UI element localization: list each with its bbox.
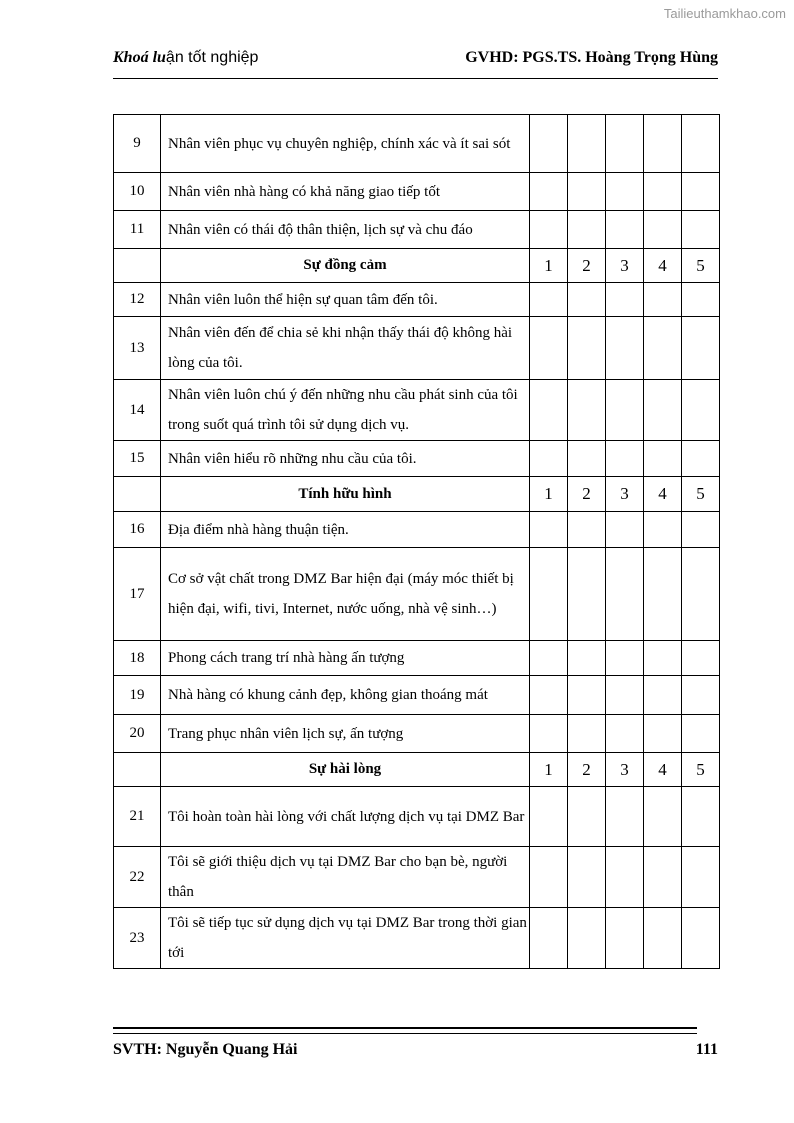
- item-statement: Tôi sẽ tiếp tục sử dụng dịch vụ tại DMZ Bar trong thời gian tới: [161, 908, 530, 969]
- rating-cell: [568, 283, 606, 317]
- item-number: 14: [114, 380, 161, 441]
- header-divider: [113, 78, 718, 79]
- item-number: 21: [114, 787, 161, 847]
- table-row: [114, 787, 720, 847]
- rating-cell: [682, 211, 720, 249]
- item-number: 22: [114, 847, 161, 908]
- item-number: 17: [114, 548, 161, 641]
- table-row: [114, 441, 720, 477]
- rating-cell: [606, 715, 644, 753]
- section-title: Tính hữu hình: [161, 477, 530, 512]
- rating-cell: [568, 676, 606, 715]
- rating-cell: [568, 380, 606, 441]
- scale-label: 4: [644, 477, 682, 512]
- table-row: [114, 676, 720, 715]
- rating-cell: [530, 115, 568, 173]
- section-header-row: [114, 249, 720, 283]
- item-statement: Nhân viên nhà hàng có khả năng giao tiếp tốt: [161, 173, 530, 211]
- item-statement: Nhân viên có thái độ thân thiện, lịch sự và chu đáo: [161, 211, 530, 249]
- rating-cell: [682, 847, 720, 908]
- table-row: [114, 173, 720, 211]
- item-statement: Nhân viên đến để chia sẻ khi nhận thấy thái độ không hài lòng của tôi.: [161, 317, 530, 380]
- item-number: 12: [114, 283, 161, 317]
- item-statement: Tôi sẽ giới thiệu dịch vụ tại DMZ Bar cho bạn bè, người thân: [161, 847, 530, 908]
- rating-cell: [682, 715, 720, 753]
- section-number-cell: [114, 249, 161, 283]
- rating-cell: [682, 173, 720, 211]
- rating-cell: [568, 715, 606, 753]
- header-thesis-title-italic: Khoá lu: [113, 49, 166, 66]
- rating-cell: [606, 380, 644, 441]
- header-advisor: GVHD: PGS.TS. Hoàng Trọng Hùng: [465, 49, 718, 66]
- rating-cell: [644, 211, 682, 249]
- rating-cell: [606, 908, 644, 969]
- rating-cell: [644, 676, 682, 715]
- rating-cell: [644, 641, 682, 676]
- table-row: [114, 908, 720, 969]
- rating-cell: [568, 317, 606, 380]
- item-statement: Trang phục nhân viên lịch sự, ấn tượng: [161, 715, 530, 753]
- item-number: 15: [114, 441, 161, 477]
- rating-cell: [682, 317, 720, 380]
- item-statement: Nhân viên luôn thể hiện sự quan tâm đến tôi.: [161, 283, 530, 317]
- scale-label: 3: [606, 477, 644, 512]
- scale-label: 2: [568, 477, 606, 512]
- table-row: [114, 548, 720, 641]
- page-number: 111: [695, 1041, 718, 1058]
- rating-cell: [606, 441, 644, 477]
- item-statement: Nhà hàng có khung cảnh đẹp, không gian thoáng mát: [161, 676, 530, 715]
- rating-cell: [606, 787, 644, 847]
- rating-cell: [530, 283, 568, 317]
- item-statement: Nhân viên phục vụ chuyên nghiệp, chính xác và ít sai sót: [161, 115, 530, 173]
- item-statement: Nhân viên hiểu rõ những nhu cầu của tôi.: [161, 441, 530, 477]
- item-number: 18: [114, 641, 161, 676]
- rating-cell: [606, 283, 644, 317]
- rating-cell: [606, 512, 644, 548]
- scale-label: 1: [530, 753, 568, 787]
- table-row: [114, 847, 720, 908]
- rating-cell: [568, 847, 606, 908]
- header-thesis-title-rest: ận tốt nghiệp: [165, 49, 259, 66]
- rating-cell: [568, 173, 606, 211]
- watermark: Tailieuthamkhao.com: [663, 6, 786, 21]
- item-statement: Cơ sở vật chất trong DMZ Bar hiện đại (máy móc thiết bị hiện đại, wifi, tivi, Internet, nước uống, nhà vệ sinh…): [161, 548, 530, 641]
- rating-cell: [530, 847, 568, 908]
- scale-label: 3: [606, 753, 644, 787]
- item-statement: Tôi hoàn toàn hài lòng với chất lượng dịch vụ tại DMZ Bar: [161, 787, 530, 847]
- rating-cell: [568, 548, 606, 641]
- rating-cell: [606, 676, 644, 715]
- rating-cell: [644, 380, 682, 441]
- rating-cell: [530, 441, 568, 477]
- rating-cell: [682, 787, 720, 847]
- rating-cell: [530, 548, 568, 641]
- scale-label: 4: [644, 249, 682, 283]
- rating-cell: [644, 548, 682, 641]
- footer-divider-thin: [113, 1033, 697, 1034]
- rating-cell: [530, 715, 568, 753]
- rating-cell: [530, 676, 568, 715]
- rating-cell: [568, 908, 606, 969]
- rating-cell: [568, 115, 606, 173]
- section-number-cell: [114, 477, 161, 512]
- rating-cell: [682, 908, 720, 969]
- footer-divider-thick: [113, 1027, 697, 1029]
- rating-cell: [606, 173, 644, 211]
- footer-author: SVTH: Nguyễn Quang Hải: [113, 1041, 298, 1058]
- header-thesis-title: [113, 49, 258, 67]
- table-row: [114, 715, 720, 753]
- section-title: Sự đồng cảm: [161, 249, 530, 283]
- rating-cell: [682, 512, 720, 548]
- rating-cell: [682, 115, 720, 173]
- scale-label: 2: [568, 249, 606, 283]
- item-number: 23: [114, 908, 161, 969]
- table-row: [114, 512, 720, 548]
- table-row: [114, 211, 720, 249]
- rating-cell: [644, 847, 682, 908]
- rating-cell: [606, 548, 644, 641]
- rating-cell: [682, 380, 720, 441]
- rating-cell: [568, 787, 606, 847]
- item-number: 11: [114, 211, 161, 249]
- rating-cell: [644, 441, 682, 477]
- rating-cell: [606, 641, 644, 676]
- rating-cell: [530, 211, 568, 249]
- scale-label: 1: [530, 249, 568, 283]
- section-number-cell: [114, 753, 161, 787]
- scale-label: 5: [682, 753, 720, 787]
- scale-label: 5: [682, 249, 720, 283]
- rating-cell: [530, 787, 568, 847]
- rating-cell: [568, 211, 606, 249]
- rating-cell: [568, 441, 606, 477]
- scale-label: 2: [568, 753, 606, 787]
- item-number: 13: [114, 317, 161, 380]
- scale-label: 5: [682, 477, 720, 512]
- table-row: [114, 115, 720, 173]
- rating-cell: [606, 115, 644, 173]
- rating-cell: [606, 847, 644, 908]
- rating-cell: [644, 283, 682, 317]
- item-number: 19: [114, 676, 161, 715]
- rating-cell: [682, 548, 720, 641]
- rating-cell: [682, 641, 720, 676]
- item-number: 20: [114, 715, 161, 753]
- rating-cell: [644, 115, 682, 173]
- item-number: 10: [114, 173, 161, 211]
- table-row: [114, 283, 720, 317]
- table-row: [114, 317, 720, 380]
- rating-cell: [530, 512, 568, 548]
- table-row: [114, 641, 720, 676]
- rating-cell: [682, 676, 720, 715]
- rating-cell: [644, 908, 682, 969]
- section-title: Sự hài lòng: [161, 753, 530, 787]
- rating-cell: [606, 211, 644, 249]
- survey-table: [113, 114, 720, 969]
- rating-cell: [644, 317, 682, 380]
- rating-cell: [530, 173, 568, 211]
- rating-cell: [568, 512, 606, 548]
- item-statement: Phong cách trang trí nhà hàng ấn tượng: [161, 641, 530, 676]
- rating-cell: [644, 512, 682, 548]
- scale-label: 4: [644, 753, 682, 787]
- section-header-row: [114, 477, 720, 512]
- table-row: [114, 380, 720, 441]
- scale-label: 1: [530, 477, 568, 512]
- item-statement: Địa điểm nhà hàng thuận tiện.: [161, 512, 530, 548]
- rating-cell: [568, 641, 606, 676]
- item-number: 16: [114, 512, 161, 548]
- survey-table-body: [114, 115, 720, 969]
- rating-cell: [530, 317, 568, 380]
- scale-label: 3: [606, 249, 644, 283]
- rating-cell: [530, 908, 568, 969]
- rating-cell: [530, 641, 568, 676]
- rating-cell: [644, 715, 682, 753]
- section-header-row: [114, 753, 720, 787]
- rating-cell: [682, 283, 720, 317]
- rating-cell: [530, 380, 568, 441]
- item-number: 9: [114, 115, 161, 173]
- rating-cell: [682, 441, 720, 477]
- rating-cell: [644, 787, 682, 847]
- item-statement: Nhân viên luôn chú ý đến những nhu cầu phát sinh của tôi trong suốt quá trình tôi sử dụng dịch vụ.: [161, 380, 530, 441]
- rating-cell: [644, 173, 682, 211]
- rating-cell: [606, 317, 644, 380]
